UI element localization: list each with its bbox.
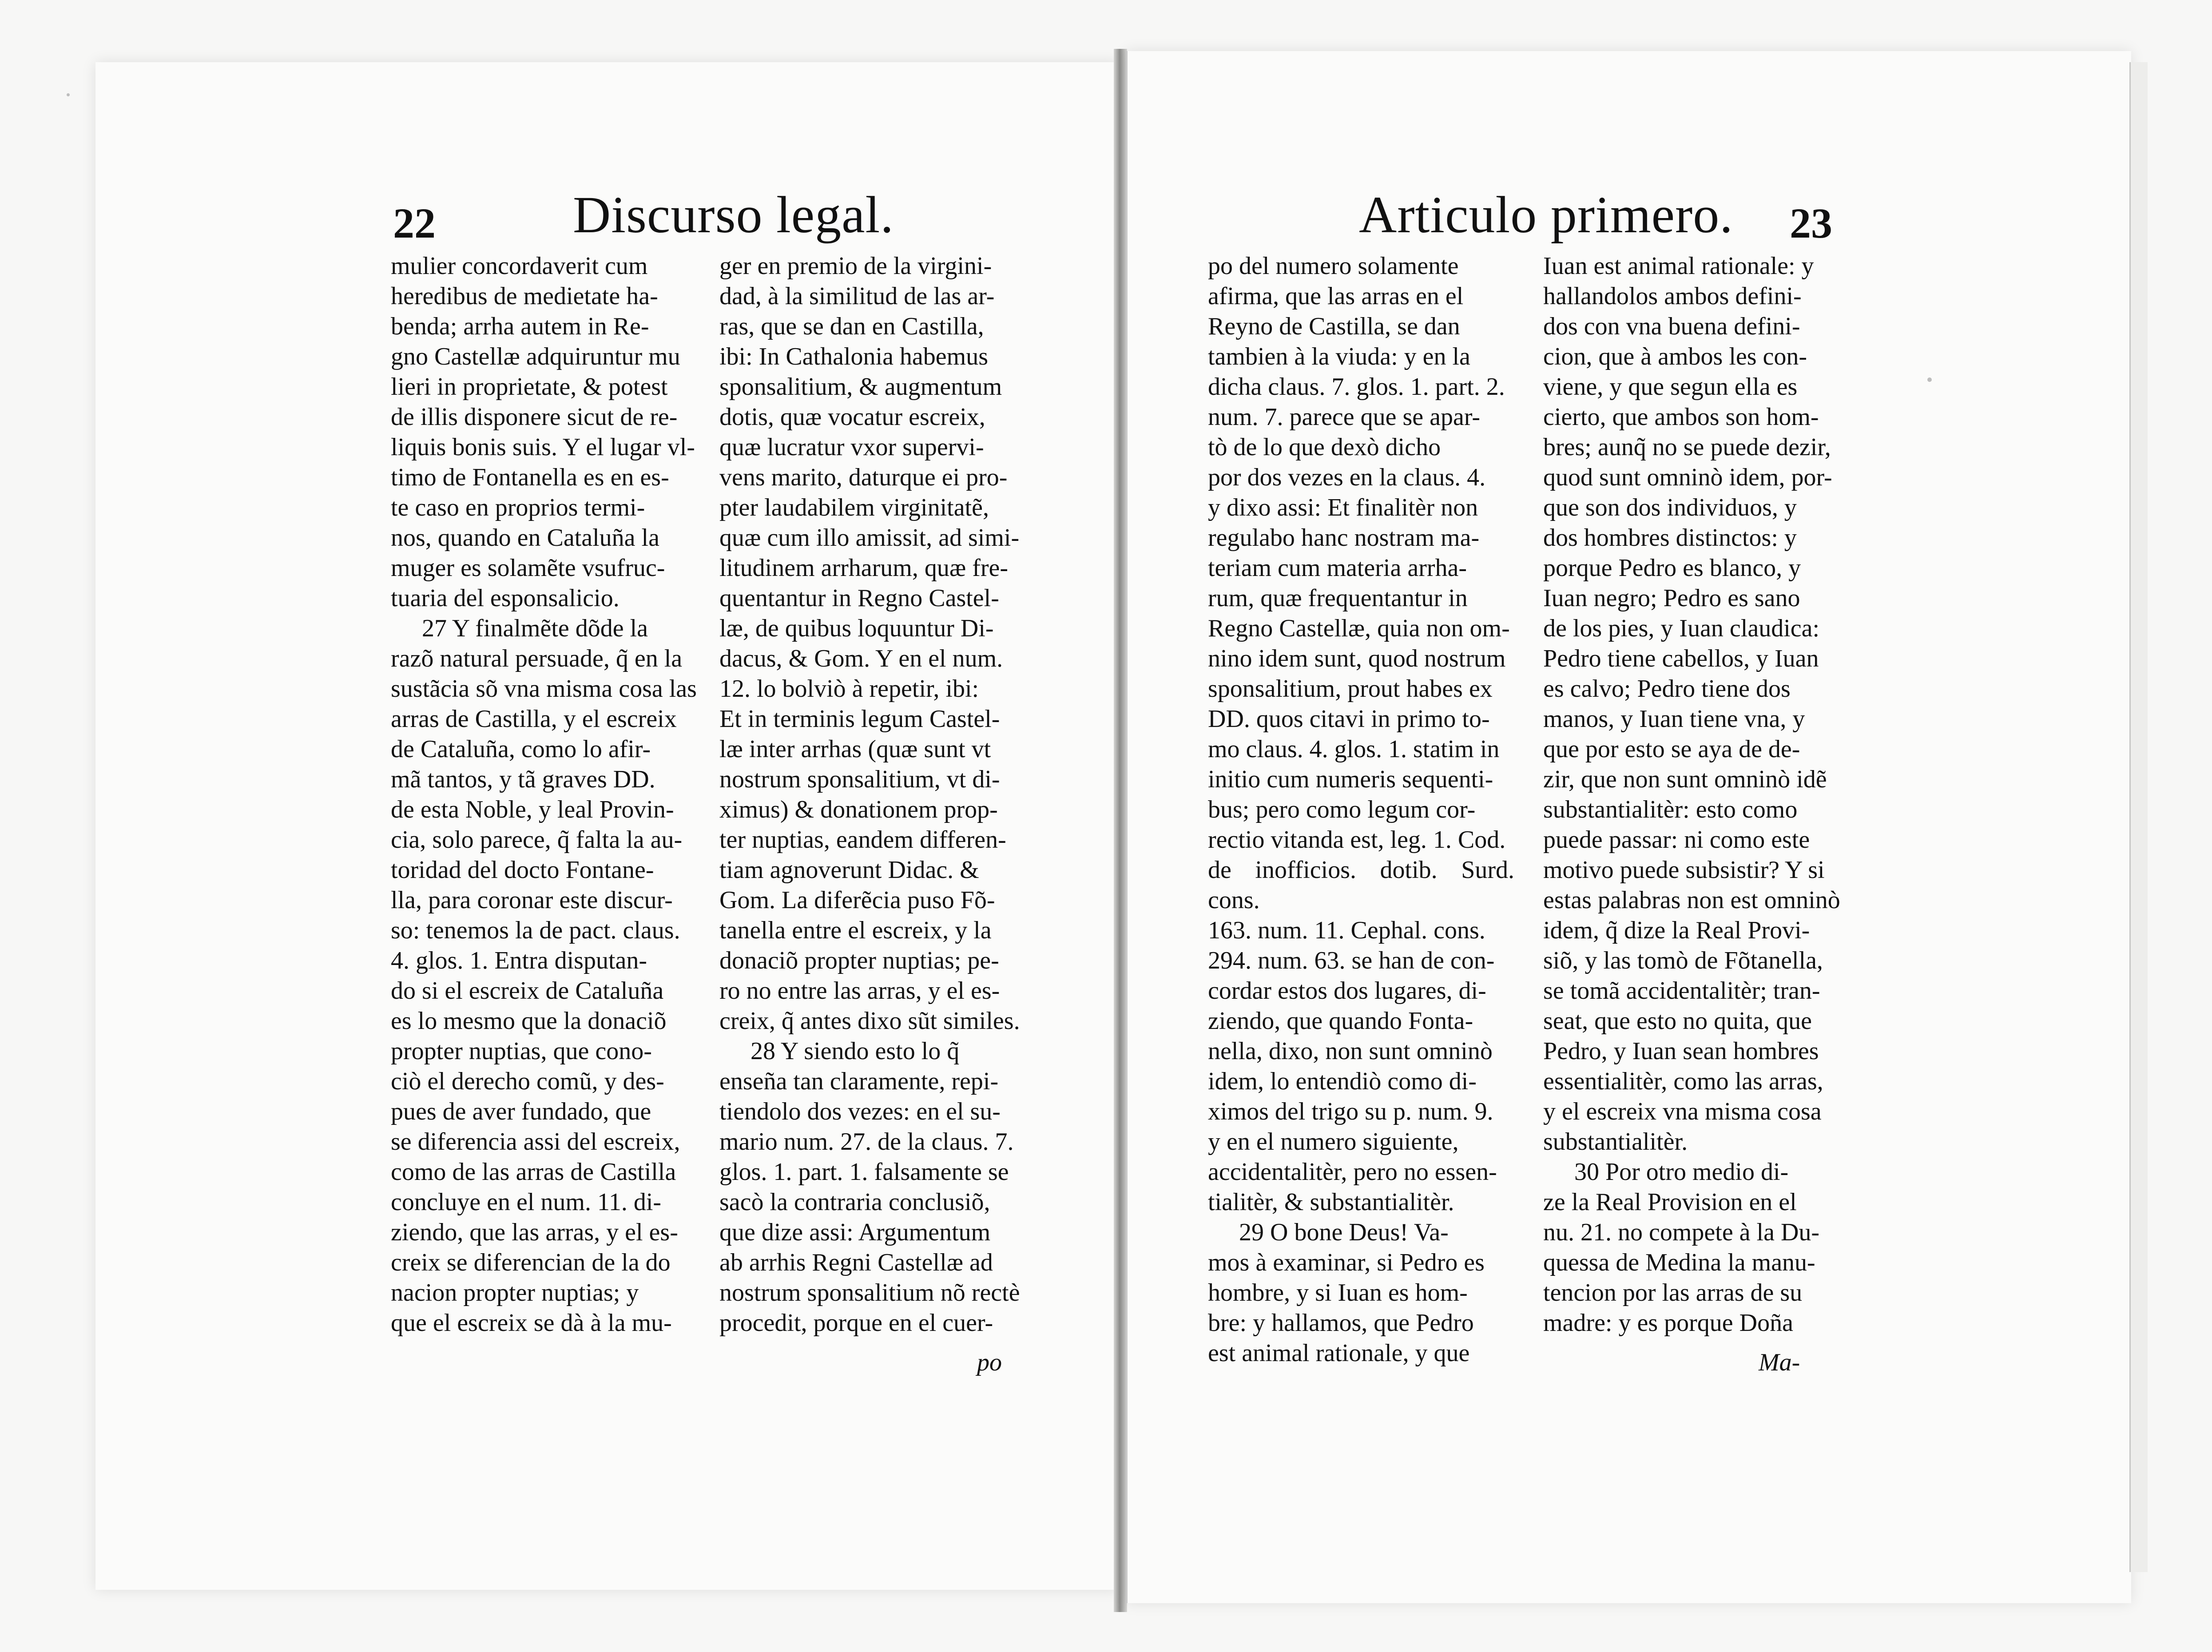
left-page-number: 22: [393, 199, 436, 247]
paragraph: mulier concordaverit cum heredibus de medietate ha- benda; arrha autem in Re- gno Castellæ adquiruntur mu lieri in proprietate, & potest de illis disponere sicut de re- liquis bonis suis. Y el lugar vl- timo de Fontanella es en es- te caso en proprios termi- nos, quando en Cataluña la muger es solamẽte vsufruc- tuaria del esponsalicio.: [391, 252, 695, 612]
paragraph: 29 O bone Deus! Va- mos à examinar, si Pedro es hombre, y si Iuan es hom- bre: y hallamos, que Pedro est animal rationale, y que: [1208, 1219, 1485, 1367]
paragraph: ger en premio de la virgini- dad, à la similitud de las ar- ras, que se dan en Castilla, ibi: In Cathalonia habemus sponsalitium, & augmentum dotis, quæ vocatur escreix, quæ lucratur vxor supervi- vens marito, daturque ei pro- pter laudabilem virginitatẽ, quæ cum illo amissit, ad simi- litudinem arrharum, quæ fre- quentantur in Regno Castel- læ, de quibus loquuntur Di- dacus, & Gom. Y en el num. 12. lo bolviò à repetir, ibi: Et in terminis legum Castel- læ inter arrhas (quæ sunt vt nostrum sponsalitium, vt di- ximus) & donationem prop- ter nuptias, eandem differen- tiam agnoverunt Didac. & Gom. La diferẽcia puso Fõ- tanella entre el escreix, y la donaciõ propter nuptias; pe- ro no entre las arras, y el es- creix, q̃ antes dixo sũt similes.: [719, 252, 1020, 1035]
paragraph: Iuan est animal rationale: y hallandolos ambos defini- dos con vna buena defini- cion, que à ambos les con- viene, y que segun ella es cierto, que ambos son hom- bres; aunq̃ no se puede dezir, quod sunt omninò idem, por- que son dos individuos, y dos hombres distinctos: y porque Pedro es blanco, y Iuan negro; Pedro es sano de los pies, y Iuan claudica: Pedro tiene cabellos, y Iuan es calvo; Pedro tiene dos manos, y Iuan tiene vna, y que por esto se aya de de- zir, que non sunt omninò idẽ substantialitèr: esto como puede passar: ni como este motivo puede subsistir? Y si estas palabras non est omninò idem, q̃ dize la Real Provi- siõ, y las tomò de Fõtanella, se tomã accidentalitèr; tran- seat, que esto no quita, que Pedro, y Iuan sean hombres essentialitèr, como las arras, y el escreix vna misma cosa substantialitèr.: [1543, 252, 1840, 1156]
left-page-column-1: [391, 251, 697, 1338]
right-catchword: Ma-: [1759, 1349, 1800, 1376]
page-fore-edge: [2129, 62, 2148, 1572]
right-page-column-1: [1208, 251, 1514, 1368]
right-page-column-2: [1543, 251, 1850, 1338]
book-gutter: [1114, 49, 1127, 1612]
left-running-title: Discurso legal.: [573, 186, 894, 244]
paragraph: 28 Y siendo esto lo q̃ enseña tan claramente, repi- tiendolo dos vezes: en el su- mario num. 27. de la claus. 7. glos. 1. part. 1. falsamente se sacò la contraria conclusiõ, que dize assi: Argumentum ab arrhis Regni Castellæ ad nostrum sponsalitium nõ rectè procedit, porque en el cuer-: [719, 1037, 1020, 1337]
left-catchword: po: [977, 1349, 1002, 1376]
scan-speck: [1927, 377, 1932, 382]
left-page-column-2: [719, 251, 1026, 1338]
paragraph: 30 Por otro medio di- ze la Real Provision en el nu. 21. no compete à la Du- quessa de Medina la manu- tencion por las arras de su madre: y es porque Doña: [1543, 1158, 1820, 1337]
scan-speck: [67, 93, 70, 96]
right-running-title: Articulo primero.: [1359, 186, 1733, 244]
paragraph: po del numero solamente afirma, que las arras en el Reyno de Castilla, se dan tambien à la viuda: y en la dicha claus. 7. glos. 1. part. 2. num. 7. parece que se apar- tò de lo que dexò dicho por dos vezes en la claus. 4. y dixo assi: Et finalitèr non regulabo hanc nostram ma- teriam cum materia arrha- rum, quæ frequentantur in Regno Castellæ, quia non om- nino idem sunt, quod nostrum sponsalitium, prout habes ex DD. quos citavi in primo to- mo claus. 4. glos. 1. statim in initio cum numeris sequenti- bus; pero como legum cor- rectio vitanda est, leg. 1. Cod. de inofficios. dotib. Surd. cons. 163. num. 11. Cephal. cons. 294. num. 63. se han de con- cordar estos dos lugares, di- ziendo, que quando Fonta- nella, dixo, non sunt omninò idem, lo entendiò como di- ximos del trigo su p. num. 9. y en el numero siguiente, accidentalitèr, pero no essen- tialitèr, & substantialitèr.: [1208, 252, 1514, 1216]
right-page-number: 23: [1790, 199, 1832, 247]
paragraph: 27 Y finalmẽte dõde la razõ natural persuade, q̃ en la sustãcia sõ vna misma cosa las arras de Castilla, y el escreix de Cataluña, como lo afir- mã tantos, y tã graves DD. de esta Noble, y leal Provin- cia, solo parece, q̃ falta la au- toridad del docto Fontane- lla, para coronar este discur- so: tenemos la de pact. claus. 4. glos. 1. Entra disputan- do si el escreix de Cataluña es lo mesmo que la donaciõ propter nuptias, que cono- ciò el derecho comũ, y des- pues de aver fundado, que se diferencia assi del escreix, como de las arras de Castilla concluye en el num. 11. di- ziendo, que las arras, y el es- creix se diferencian de la do nacion propter nuptias; y que el escreix se dà à la mu-: [391, 615, 697, 1337]
